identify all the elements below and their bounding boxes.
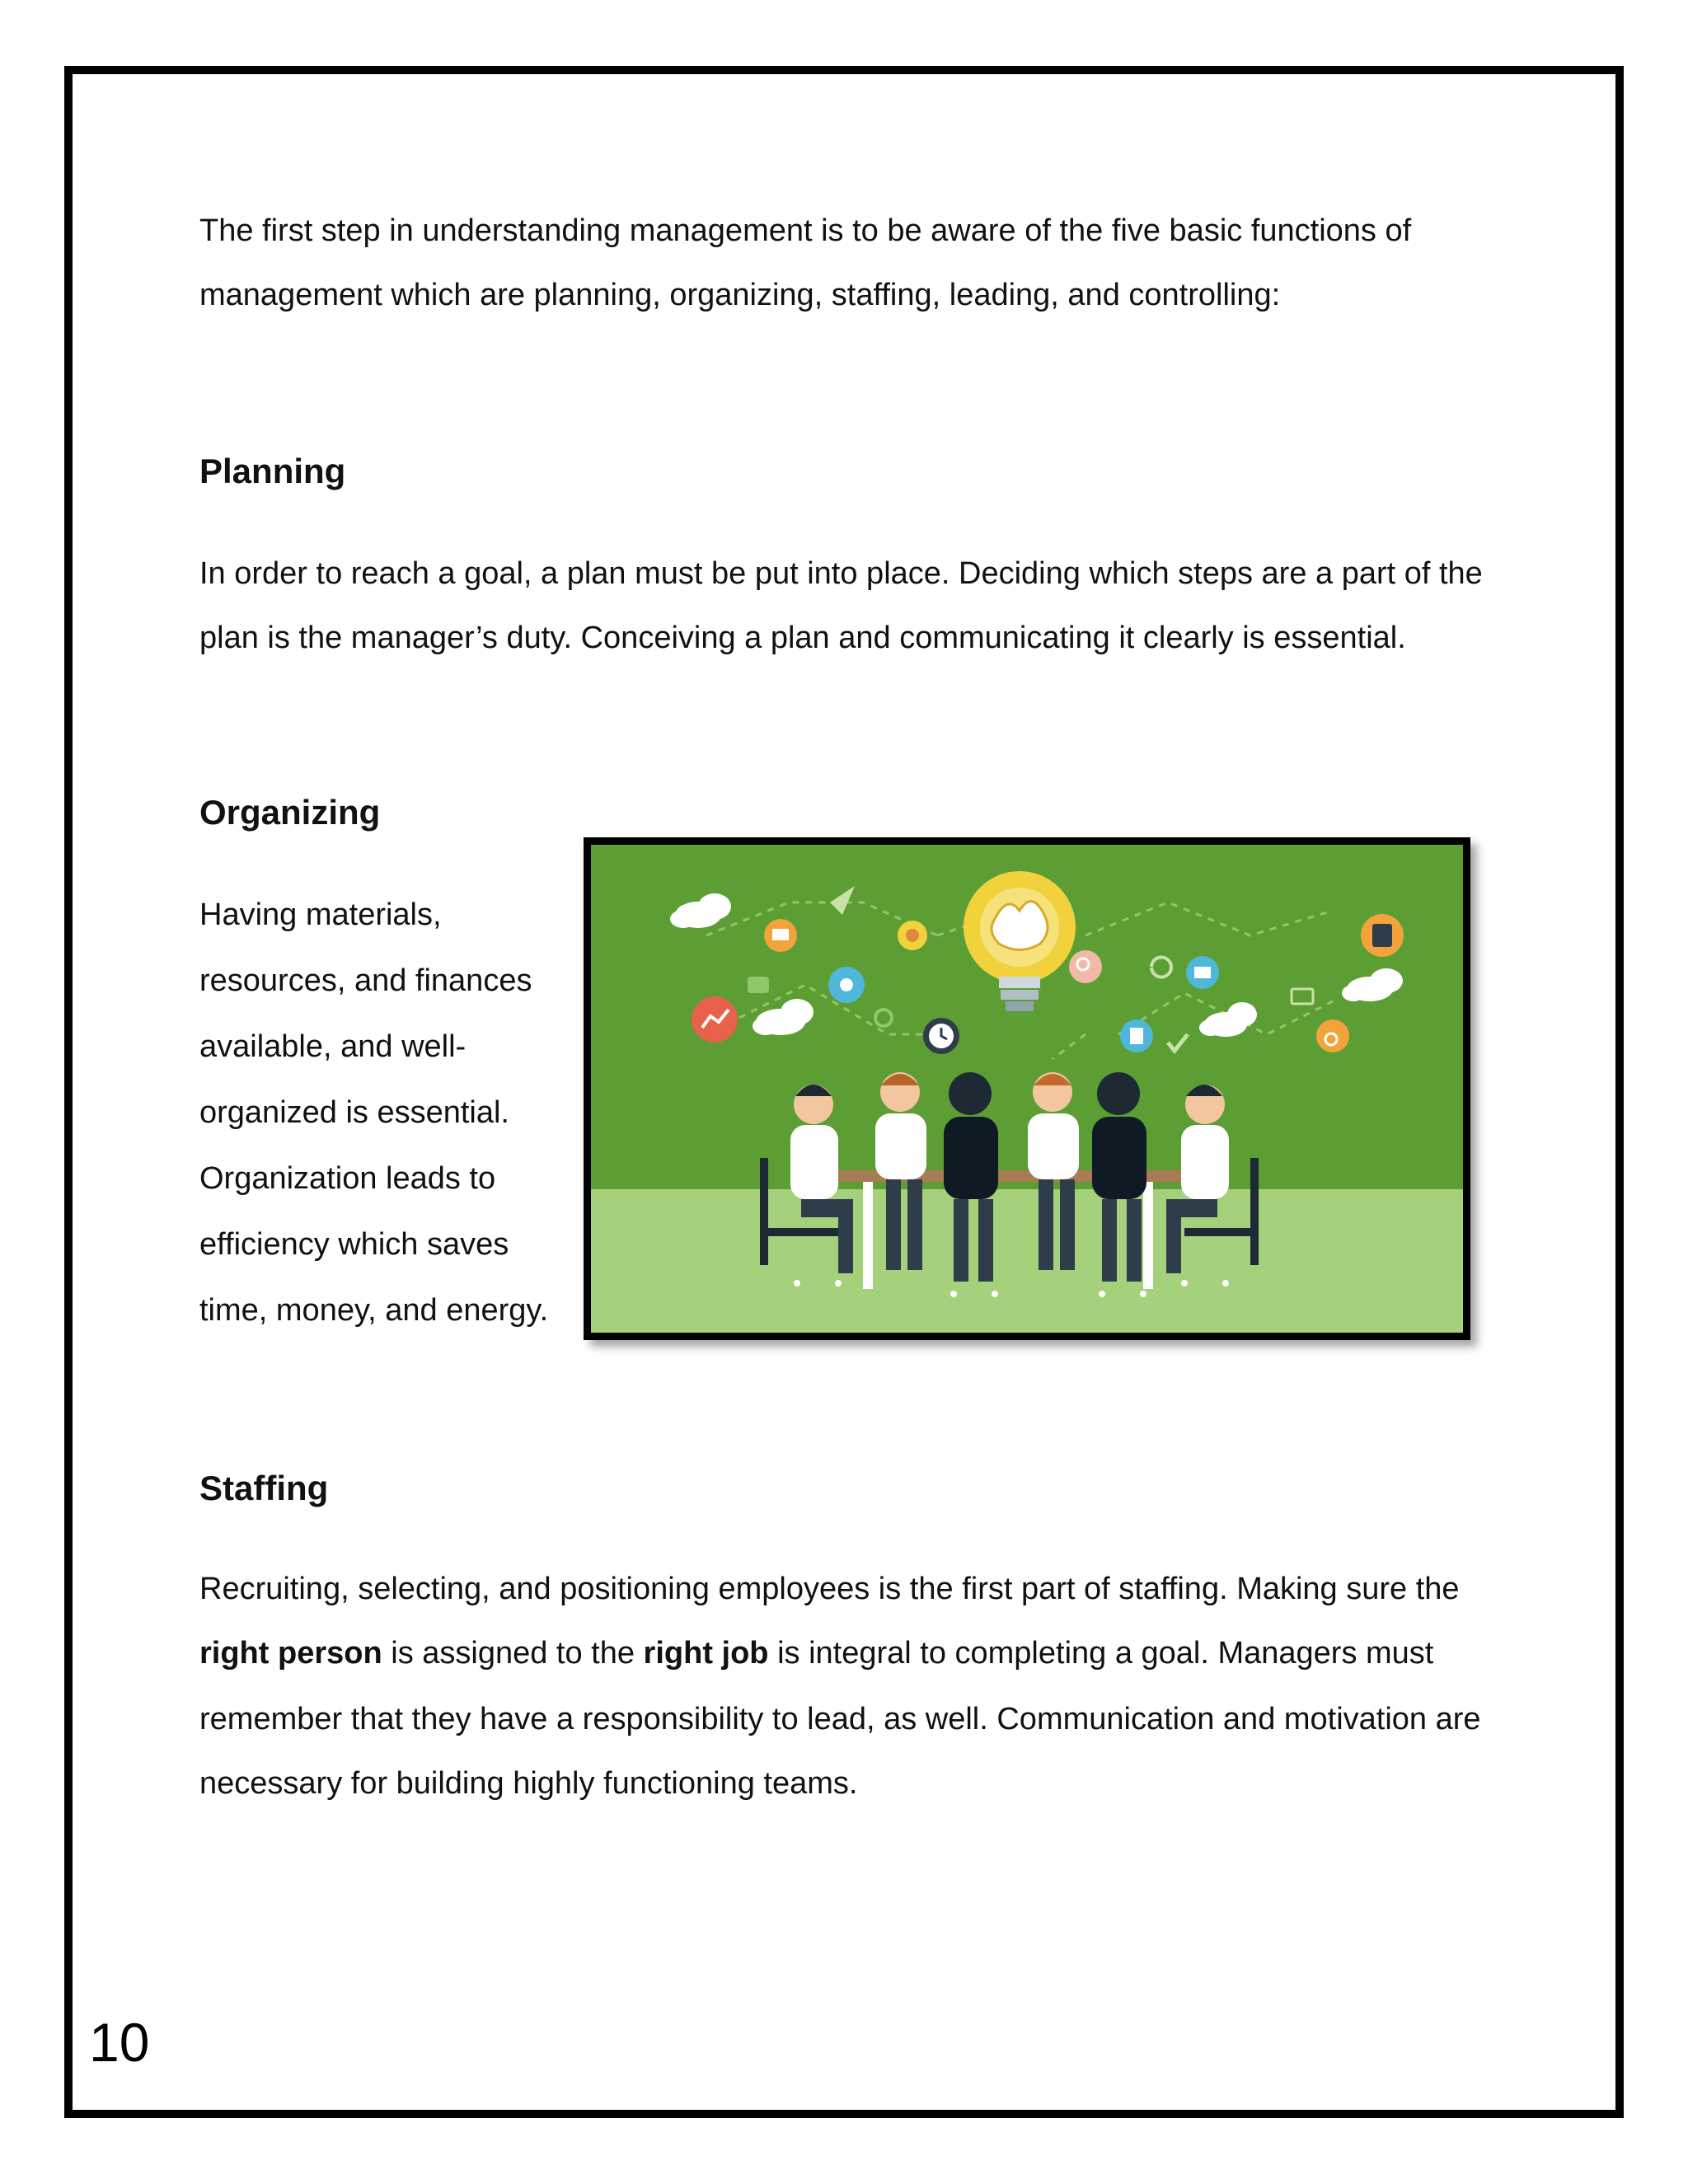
staffing-line-2-mid: is assigned to the xyxy=(382,1636,644,1671)
organizing-line: Organization leads to xyxy=(199,1161,496,1196)
staffing-line-3: remember that they have a responsibility to lead, as well. Communication and motivation are xyxy=(199,1702,1481,1736)
organizing-line: available, and well- xyxy=(199,1029,467,1064)
team-meeting-illustration-graphic xyxy=(591,845,1463,1333)
page-number: 10 xyxy=(89,2012,150,2073)
staffing-line-1: Recruiting, selecting, and positioning employees is the first part of staffing. Making sure the xyxy=(199,1572,1460,1606)
intro-line-2: management which are planning, organizing, staffing, leading, and controlling: xyxy=(199,278,1281,312)
planning-line-1: In order to reach a goal, a plan must be put into place. Deciding which steps are a part of the xyxy=(199,556,1483,591)
planning-line-2: plan is the manager’s duty. Conceiving a plan and communicating it clearly is essential. xyxy=(199,621,1406,655)
heading-organizing: Organizing xyxy=(199,793,381,832)
organizing-line: time, money, and energy. xyxy=(199,1293,549,1328)
staffing-line-4: necessary for building highly functioning teams. xyxy=(199,1766,858,1801)
heading-planning: Planning xyxy=(199,452,346,490)
team-meeting-illustration xyxy=(584,837,1470,1340)
emphasis-right-job: right job xyxy=(643,1636,769,1671)
heading-staffing: Staffing xyxy=(199,1469,329,1507)
organizing-line: organized is essential. xyxy=(199,1095,509,1130)
staffing-line-2 xyxy=(199,1620,1433,1686)
intro-line-1: The first step in understanding management is to be aware of the five basic functions of xyxy=(199,213,1412,248)
organizing-paragraph xyxy=(199,882,548,1343)
organizing-line: Having materials, xyxy=(199,898,442,932)
organizing-line: resources, and finances xyxy=(199,963,532,998)
organizing-line: efficiency which saves xyxy=(199,1227,509,1262)
emphasis-right-person: right person xyxy=(199,1636,382,1671)
staffing-line-2-end: is integral to completing a goal. Managers must xyxy=(768,1636,1434,1671)
